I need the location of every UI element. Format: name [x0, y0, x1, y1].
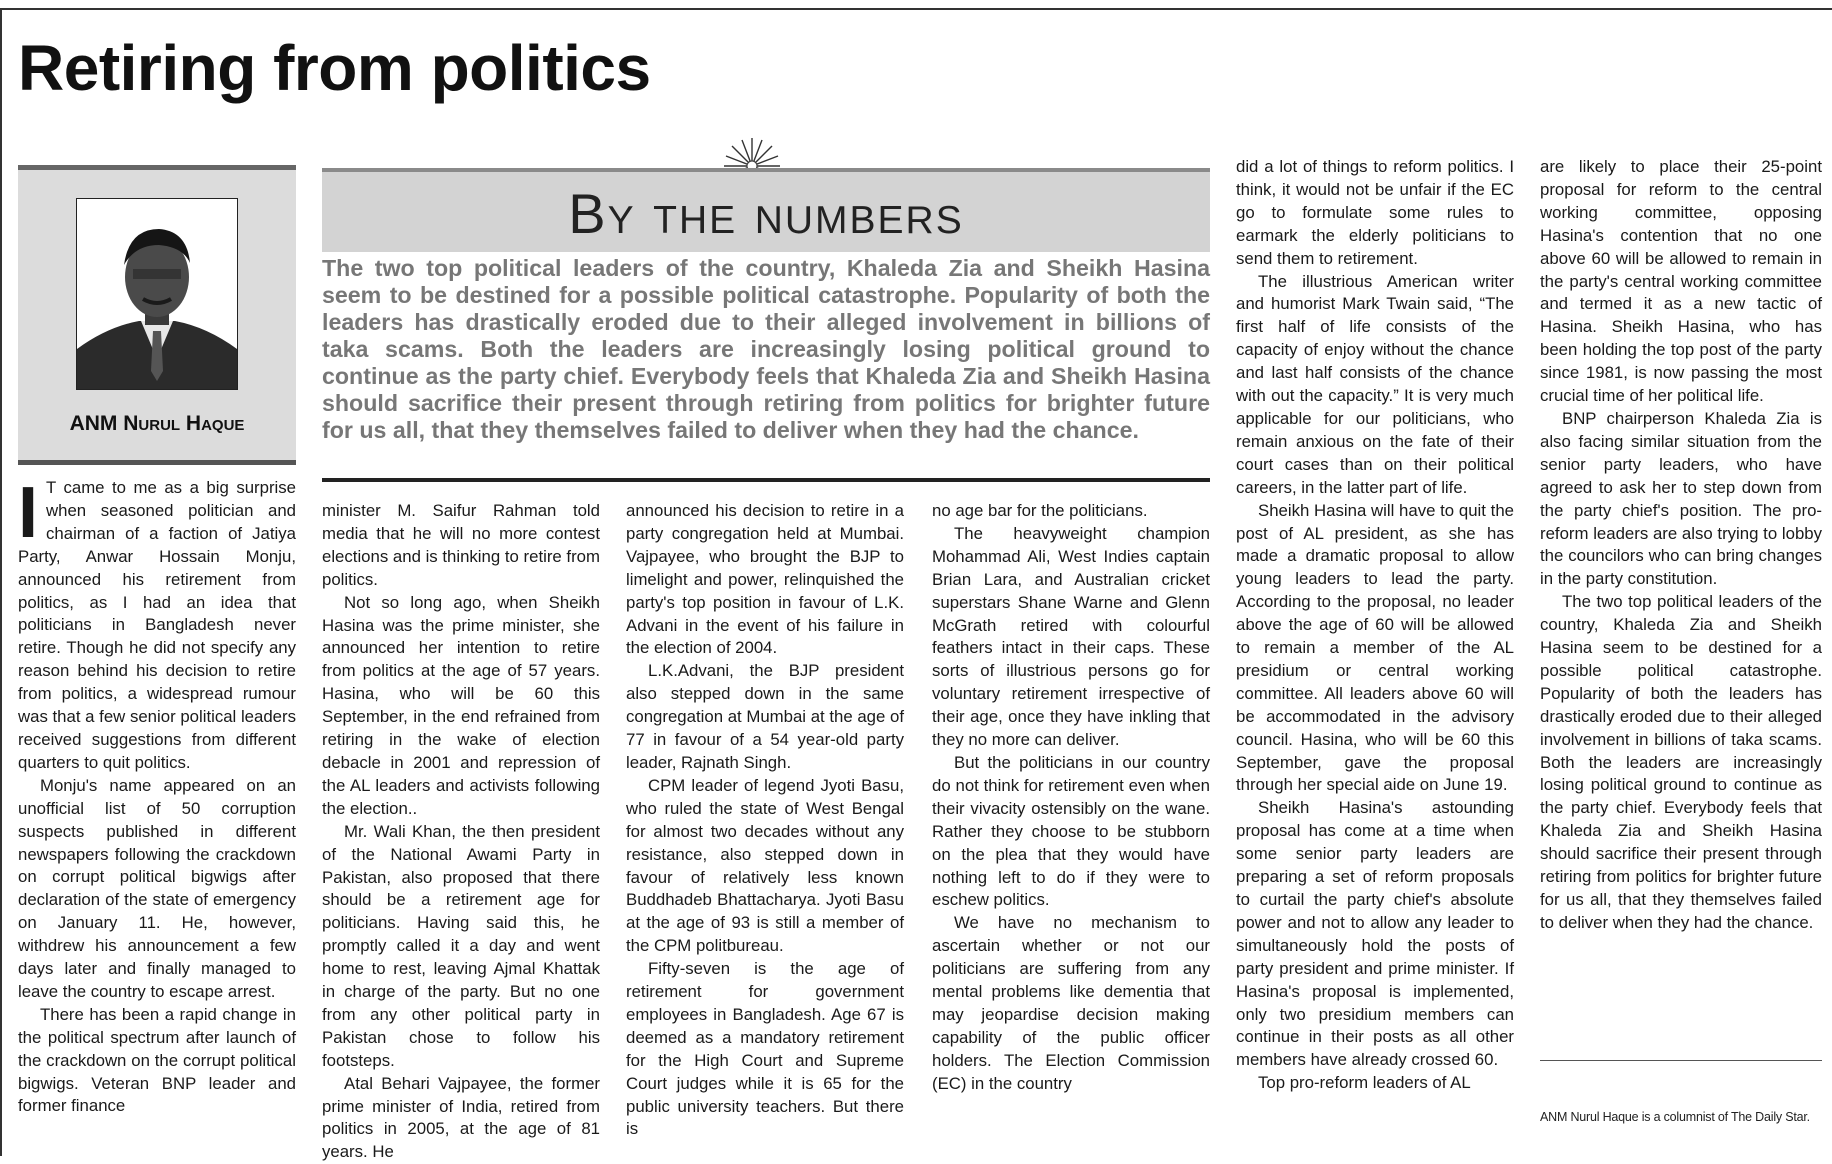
pull-quote-rule — [322, 478, 1210, 482]
article-column-6 — [1540, 156, 1822, 935]
article-column-4 — [932, 500, 1210, 1096]
paragraph: T came to me as a big surprise when seasoned politician and chairman of a faction of Jatiya Party, Anwar Hossain Monju, announced his retirement from politics, as I had an idea that politicians in Bangladesh never retire. Though he did not specify any reason behind his decision to retire from politics, a widespread rumour was that a few senior political leaders received suggestions from different quarters to quit politics. — [18, 478, 296, 772]
paragraph: We have no mechanism to ascertain whether or not our politicians are suffering from any mental problems like dementia that may jeopardise decision making capability of the public officer holders. The Election Commission (EC) in the country — [932, 913, 1210, 1093]
paragraph: Not so long ago, when Sheikh Hasina was the prime minister, she announced her intention to retire from politics at the age of 57 years. Hasina, who will be 60 this September, in the end refrained from retiring in the wake of election debacle in 2001 and repression of the AL leaders and activists following the election.. — [322, 592, 600, 818]
paragraph: There has been a rapid change in the political spectrum after launch of the crackdown on the corrupt political bigwigs. Veteran BNP leader and former finance — [18, 1004, 296, 1116]
paragraph: Top pro-reform leaders of AL — [1258, 1073, 1471, 1093]
drop-cap: I — [18, 473, 39, 553]
top-rule — [0, 8, 1832, 10]
paragraph: BNP chairperson Khaleda Zia is also facing similar situation from the senior party leaders, who have agreed to ask her to step down from the party chief's position. The pro-reform leaders are also trying to lobby the councilors who can bring changes in the party constitution. — [1540, 408, 1822, 589]
paragraph: are likely to place their 25-point proposal for reform to the central working committee, opposing Hasina's contention that no one above 60 will be allowed to remain in the party's central working committee and termed it as a new tactic of Hasina. Sheikh Hasina, who has been holding the top post of the party since 1981, is now passing the most crucial time of her political life. — [1540, 157, 1822, 406]
paragraph: no age bar for the politicians. — [932, 501, 1148, 520]
paragraph: The illustrious American writer and humorist Mark Twain said, “The first half of life consists of the capacity of enjoy without the chance and last half consists of the chance with out the capacity.” It is very much applicable for our politicians, who remain anxious on the fate of their court cases than on their political careers, in the latter part of life. — [1236, 271, 1514, 497]
author-photo — [76, 198, 238, 390]
paragraph: did a lot of things to reform politics. I think, it would not be unfair if the EC go to formulate some rules to earmark the elderly politicians to send them to retirement. — [1236, 157, 1514, 268]
author-portrait-icon — [77, 199, 237, 389]
paragraph: The heavyweight champion Mohammad Ali, West Indies captain Brian Lara, and Australian cricket superstars Shane Warne and Glenn McGrath retired with colourful feathers intact in their caps. These sorts of illustrious persons go for voluntary retirement irrespective of their age, once they have inkling that they no more can deliver. — [932, 523, 1210, 750]
by-the-numbers-title: By the numbers — [568, 182, 964, 245]
paragraph: CPM leader of legend Jyoti Basu, who ruled the state of West Bengal for almost two decades without any resistance, also stepped down in favour of relatively less known Buddhadeb Bhattacharya. Jyoti Basu at the age of 93 is still a member of the CPM politbureau. — [626, 775, 904, 956]
paragraph: Fifty-seven is the age of retirement for government employees in Bangladesh. Age 67 is deemed as a mandatory retirement for the High Court and Supreme Court judges while it is 65 for the public university teachers. But there is — [626, 959, 904, 1139]
paragraph: Monju's name appeared on an unofficial list of 50 corruption suspects published in different newspapers following the crackdown on corrupt political bigwigs after declaration of the state of emergency on January 11. He, however, withdrew his announcement a few days later and finally managed to leave the country to escape arrest. — [18, 775, 296, 1001]
paragraph: Sheikh Hasina's astounding proposal has come at a time when some senior party leaders are preparing a set of reform proposals to curtail the party chief's absolute power and not to allow any leader to simultaneously hold the posts of party president and prime minister. If Hasina's proposal is implemented, only two presidium members can continue in their posts as all other members have already crossed 60. — [1236, 798, 1514, 1070]
article-column-2 — [322, 500, 600, 1164]
author-name: ANM Nurul Haque — [69, 412, 245, 435]
paragraph: Atal Behari Vajpayee, the former prime minister of India, retired from politics in 2005, at the age of 81 years. He — [322, 1073, 600, 1162]
tagline-rule — [1540, 1060, 1822, 1061]
article-headline: Retiring from politics — [18, 32, 651, 104]
paragraph: But the politicians in our country do not think for retirement even when their vivacity ostensibly on the wane. Rather they choose to be stubborn on the plea that they would have nothing left to do if they were to eschew politics. — [932, 752, 1210, 910]
pull-quote: The two top political leaders of the country, Khaleda Zia and Sheikh Hasina seem to be destined for a possible political catastrophe. Popularity of both the leaders has drastically eroded due to their alleged involvement in billions of taka scams. Both the leaders are increasingly losing political ground to continue as the party chief. Everybody feels that Khaleda Zia and Sheikh Hasina should sacrifice their present through retiring from politics for brighter future for us all, that they themselves failed to deliver when they had the chance. — [322, 255, 1210, 443]
paragraph: Sheikh Hasina will have to quit the post of AL president, as she has made a dramatic proposal to allow young leaders to lead the party. According to the proposal, no leader above the age of 60 will be allowed to remain a member of the AL presidium or central working committee. All leaders above 60 will be accommodated in the advisory council. Hasina, who will be 60 this September, gave the proposal through her special aide on June 19. — [1236, 500, 1514, 795]
article-column-5 — [1236, 156, 1514, 1095]
paragraph: L.K.Advani, the BJP president also stepped down in the same congregation at Mumbai at the age of 77 in favour of a 54 year-old party leader, Rajnath Singh. — [626, 661, 905, 772]
paragraph: The two top political leaders of the country, Khaleda Zia and Sheikh Hasina seem to be destined for a possible political catastrophe. Popularity of both the leaders has drastically eroded due to their alleged involvement in billions of taka scams. Both the leaders are increasingly losing political ground to continue as the party chief. Everybody feels that Khaleda Zia and Sheikh Hasina should sacrifice their present through retiring from politics for brighter future for us all, that they themselves failed to deliver when they had the chance. — [1540, 592, 1822, 932]
left-rule — [0, 8, 2, 1156]
by-the-numbers-banner — [322, 168, 1210, 252]
author-tagline: ANM Nurul Haque is a columnist of The Daily Star. — [1540, 1110, 1810, 1124]
paragraph: announced his decision to retire in a party congregation held at Mumbai. Vajpayee, who brought the BJP to limelight and power, relinquished the party's top position in favour of L.K. Advani in the event of his failure in the election of 2004. — [626, 501, 904, 658]
article-column-3 — [626, 500, 904, 1141]
paragraph: minister M. Saifur Rahman told media that he will no more contest elections and is thinking to retire from politics. — [322, 501, 600, 589]
article-column-1 — [18, 473, 296, 1118]
author-box — [18, 165, 296, 465]
paragraph: Mr. Wali Khan, the then president of the National Awami Party in Pakistan, also proposed that there should be a retirement age for politicians. Having said this, he promptly called it a day and went home to rest, leaving Ajmal Khattak in charge of the party. But no one from any other political party in Pakistan chose to follow his footsteps. — [322, 821, 600, 1070]
